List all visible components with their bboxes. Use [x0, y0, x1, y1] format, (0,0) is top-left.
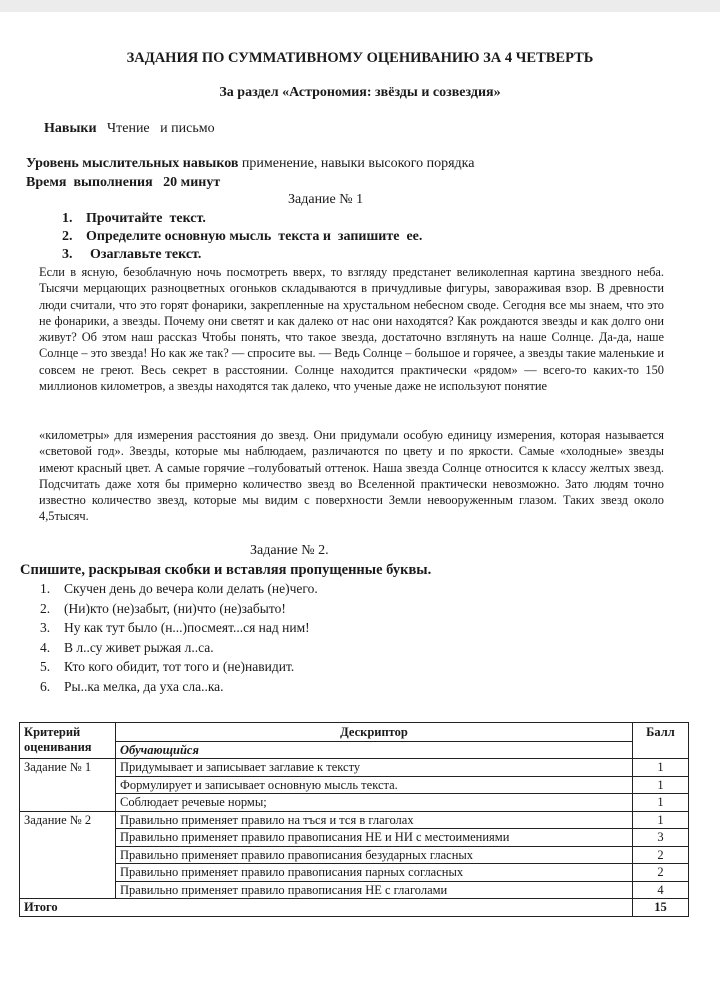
total-score: 15: [633, 899, 689, 917]
task1-heading: [288, 192, 363, 208]
thinking-level-line: [26, 156, 474, 172]
task2-heading: Задание № 2.: [250, 543, 329, 558]
learner-header: Обучающийся: [116, 742, 633, 759]
level-label: Уровень мыслительных навыков: [26, 156, 239, 171]
table-row: [20, 776, 689, 794]
list-text: (Ни)кто (не)забыт, (ни)что (не)забыто!: [64, 600, 286, 616]
instruction-text: Озаглавьте текст.: [90, 247, 202, 262]
task2-sentences: [40, 579, 318, 696]
list-number: 6.: [40, 678, 51, 694]
reading-text-paragraph-1: Если в ясную, безоблачную ночь посмотреть вверх, то взгляду предстанет великолепная картина звездного неба. Тысячи мерцающих разноцветных огоньков складываются в причудливые фигуры, завораживая взор. В древности люди считали, что это горят фонарики, закрепленные на хрустальном небесном своде. Сегодня все мы знаем, что это не фонарики, а звезды. Почему они светят и как далеко от нас они находятся? Как рождаются звезды и как долго они живут? Об этом наш рассказ Чтобы понять, что такое звезда, достаточно взглянуть на наше Солнце. Да-да, наше Солнце – это звезда! Но как же так? — спросите вы. — Ведь Солнце – большое и горячее, а звезды такие маленькие и совсем не греют. Весь секрет в расстоянии. Солнце находится практически «рядом» — всего-то каких-то 150 миллионов километров, а звезды находятся так далеко, что ученые даже не используют понятие: [39, 265, 665, 394]
list-number: 4.: [40, 639, 51, 655]
list-number: 5.: [40, 659, 51, 674]
list-item: [40, 599, 318, 619]
table-row: [20, 759, 689, 777]
list-text: Ры..ка мелка, да уха сла..ка.: [64, 678, 224, 694]
score-cell: 1: [633, 759, 689, 777]
list-text: Ну как тут было (н...)посмеят...ся над ним!: [64, 620, 310, 635]
score-cell: 4: [633, 881, 689, 899]
instruction-item: [62, 228, 422, 246]
score-header: Балл: [633, 723, 689, 759]
table-subheader-row: [20, 742, 689, 759]
task2-criterion-cell: Задание № 2: [20, 811, 116, 899]
total-row: [20, 899, 689, 917]
descriptor-cell: Придумывает и записывает заглавие к тексту: [116, 759, 633, 777]
skills-value: Чтение и письмо: [107, 121, 215, 136]
instruction-item: [62, 246, 422, 264]
task1-instructions: [62, 210, 422, 264]
list-item: [40, 618, 318, 638]
instruction-item: [62, 210, 422, 228]
score-cell: 1: [633, 794, 689, 812]
list-number: 2.: [40, 600, 51, 616]
descriptor-cell: Правильно применяет правило правописания НЕ и НИ с местоимениями: [116, 829, 633, 847]
score-cell: 1: [633, 811, 689, 829]
time-line: Время выполнения 20 минут: [26, 175, 221, 190]
task1-criterion-cell: Задание № 1: [20, 759, 116, 812]
list-text: Кто кого обидит, тот того и (не)навидит.: [64, 659, 295, 674]
table-header-row: [20, 723, 689, 742]
score-cell: 3: [633, 829, 689, 847]
descriptor-cell: Правильно применяет правило правописания НЕ с глаголами: [116, 881, 633, 899]
table-row: [20, 794, 689, 812]
list-number: 3.: [40, 620, 51, 635]
task1-heading-text: Задание № 1: [288, 192, 364, 207]
level-value: применение, навыки высокого порядка: [238, 156, 475, 171]
skills-line: [44, 121, 215, 137]
descriptor-cell: Правильно применяет правило правописания парных согласных: [116, 864, 633, 882]
skills-label: Навыки: [44, 121, 97, 136]
table-row: [20, 811, 689, 829]
score-cell: 2: [633, 846, 689, 864]
list-item: [40, 657, 318, 677]
score-cell: 1: [633, 776, 689, 794]
table-row: [20, 881, 689, 899]
list-item: [40, 677, 318, 697]
total-label: Итого: [20, 899, 633, 917]
criteria-header: Критерий оценивания: [20, 723, 116, 759]
instruction-text: Определите основную мысль текста и запишите ее.: [86, 229, 423, 244]
instruction-text: Прочитайте текст.: [86, 211, 206, 226]
list-number: 1.: [40, 581, 51, 596]
score-cell: 2: [633, 864, 689, 882]
descriptor-cell: Правильно применяет правило на тъся и тся в глаголах: [116, 811, 633, 829]
descriptor-cell: Формулирует и записывает основную мысль текста.: [116, 776, 633, 794]
table-row: [20, 829, 689, 847]
instruction-number: 2.: [62, 229, 73, 244]
reading-text-paragraph-2: «километры» для измерения расстояния до звезд. Они придумали особую единицу измерения, которая называется «световой год». Звезды, которые мы наблюдаем, различаются по цвету и по яркости. Самые «холодные» звезды имеют красный цвет. А самые горячие –голубоватый оттенок. Наша звезда Солнце относится к классу желтых звезд. Подсчитать даже хотя бы примерно количество звезд во Вселенной практически невозможно. Зато людям точно известно количество звезд, которые мы видим с поверхности Земли невооруженным глазом. Таких звезд около 4,5тысяч.: [39, 428, 664, 524]
descriptor-cell: Правильно применяет правило правописания безударных гласных: [116, 846, 633, 864]
descriptor-cell: Соблюдает речевые нормы;: [116, 794, 633, 812]
list-item: [40, 638, 318, 658]
instruction-number: 1.: [62, 211, 73, 226]
document-title: ЗАДАНИЯ ПО СУММАТИВНОМУ ОЦЕНИВАНИЮ ЗА 4 ЧЕТВЕРТЬ: [126, 50, 594, 66]
table-row: [20, 864, 689, 882]
descriptor-header: Дескриптор: [116, 723, 633, 742]
task2-instruction: Спишите, раскрывая скобки и вставляя пропущенные буквы.: [20, 562, 432, 578]
top-edge-bar: [0, 0, 720, 12]
table-row: [20, 846, 689, 864]
list-text: В л..су живет рыжая л..са.: [64, 639, 214, 655]
instruction-number: 3.: [62, 247, 73, 262]
section-title: За раздел «Астрономия: звёзды и созвездия»: [219, 85, 501, 100]
list-text: Скучен день до вечера коли делать (не)чего.: [64, 581, 318, 596]
list-item: [40, 579, 318, 599]
assessment-table: [19, 722, 689, 917]
